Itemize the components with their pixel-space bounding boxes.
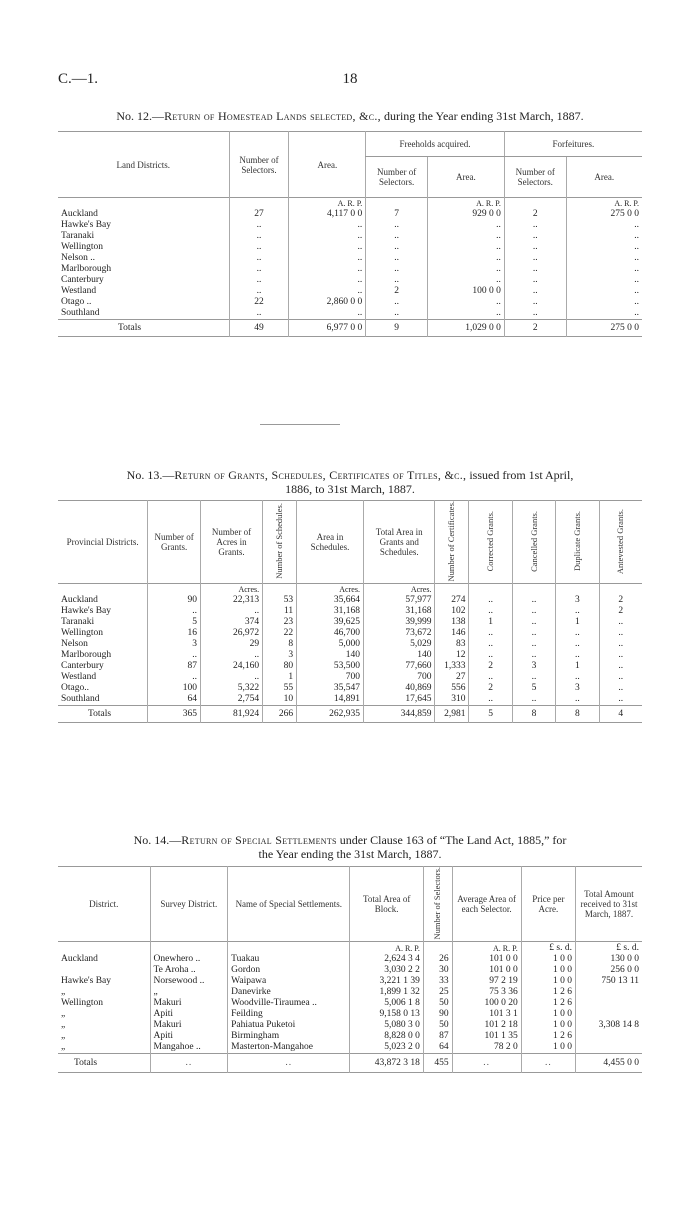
col-fh-selectors: Number of Selectors.	[366, 157, 428, 198]
table-row: „ Apiti Birmingham 8,828 0 0 87 101 1 35 1 2 6	[58, 1031, 642, 1042]
totals-label: Totals	[88, 708, 112, 719]
district-name: Nelson	[61, 639, 88, 650]
table-row: „ Makuri Pahiatua Puketoi 5,080 3 0 50 101 2 18 1 0 0 3,308 14 8	[58, 1020, 642, 1031]
col-district: District.	[89, 899, 119, 910]
district-name: Marlborough	[61, 650, 112, 661]
col-ff-selectors: Number of Selectors.	[504, 157, 566, 198]
district-name: Auckland	[61, 209, 98, 219]
district-name: Canterbury	[61, 661, 104, 672]
units-label: A. R. P.	[566, 198, 642, 210]
col-acres: Number of Acres in Grants.	[200, 501, 262, 584]
units-label: A. R. P.	[350, 942, 423, 955]
col-area-schedules: Area in Schedules.	[297, 501, 364, 584]
district-name: „	[61, 987, 66, 998]
table-row: „ „ Danevirke 1,899 1 32 25 75 3 36 1 2 6	[58, 987, 642, 998]
table-row: Hawke's Bay .. .. .. .. .. ..	[58, 220, 642, 231]
table-row: Otago.. 100 5,322 55 35,547 40,869 556 2 5 3 ..	[58, 683, 642, 694]
table13-title: No. 13.—Return of Grants, Schedules, Certificates of Titles, &c., issued from 1st April, 1886, to 31st March, 1887.	[126, 468, 574, 496]
district-name: Taranaki	[61, 617, 95, 628]
table-row: Auckland 90 22,313 53 35,664 57,977 274 .. .. 3 2	[58, 595, 642, 606]
units-label: A. R. P.	[289, 198, 366, 210]
grants-table	[58, 500, 642, 723]
district-name: Hawke's Bay	[61, 220, 111, 230]
special-settlements-table	[58, 866, 642, 1073]
table-row: Taranaki 5 374 23 39,625 39,999 138 1 .. 1 ..	[58, 617, 642, 628]
table-row: Southland 64 2,754 10 14,891 17,645 310 .. .. .. ..	[58, 694, 642, 706]
table-row: Canterbury 87 24,160 80 53,500 77,660 1,333 2 3 1 ..	[58, 661, 642, 672]
district-name: Wellington	[61, 998, 103, 1009]
table-row: Westland .. .. 1 700 700 27 .. .. .. ..	[58, 672, 642, 683]
district-name: „	[61, 1042, 66, 1053]
table-row: Westland .. .. 2 100 0 0 .. ..	[58, 286, 642, 297]
table-row: Hawke's Bay .. .. 11 31,168 31,168 102 .. .. .. 2	[58, 606, 642, 617]
district-name: Taranaki	[61, 231, 95, 241]
district-name: Auckland	[61, 595, 98, 606]
col-land-districts: Land Districts.	[116, 159, 171, 170]
col-selectors: Number of Selectors.	[229, 132, 289, 198]
col-avg-area: Average Area of each Selector.	[452, 867, 521, 942]
district-name: Wellington	[61, 628, 103, 639]
table-row: Wellington Makuri Woodville-Tiraumea .. 5,006 1 8 50 100 0 20 1 2 6	[58, 998, 642, 1009]
units-label: £ s. d.	[575, 942, 642, 955]
col-area: Area.	[289, 132, 366, 198]
district-name: Wellington	[61, 242, 103, 252]
district-name: Canterbury	[61, 275, 104, 285]
units-label: Acres.	[363, 584, 435, 596]
district-name: Hawke's Bay	[61, 976, 111, 987]
col-price-per-acre: Price per Acre.	[521, 867, 575, 942]
totals-row: Totals 49 6,977 0 0 9 1,029 0 0 2 275 0 0	[58, 320, 642, 337]
table-row: Hawke's Bay Norsewood .. Waipawa 3,221 1 39 33 97 2 19 1 0 0 750 13 11	[58, 976, 642, 987]
col-total-area: Total Area in Grants and Schedules.	[363, 501, 435, 584]
col-total-amount: Total Amount received to 31st March, 1887.	[575, 867, 642, 942]
totals-label: Totals	[74, 1057, 98, 1068]
table-row: „ Mangahoe .. Masterton-Mangahoe 5,023 2 0 64 78 2 0 1 0 0	[58, 1042, 642, 1054]
col-forfeitures: Forfeitures.	[504, 132, 642, 157]
col-certificates: Number of Certificates.	[446, 501, 457, 582]
table-row: Marlborough .. .. 3 140 140 12 .. .. .. ..	[58, 650, 642, 661]
homestead-lands-table	[58, 131, 642, 337]
totals-row: Totals .. .. 43,872 3 18 455 .. .. 4,455 0 0	[58, 1054, 642, 1073]
district-name: „	[61, 1020, 66, 1031]
col-cancelled: Cancelled Grants.	[528, 510, 539, 572]
col-fh-area: Area.	[428, 157, 505, 198]
col-ff-area: Area.	[566, 157, 642, 198]
units-label: A. R. P.	[452, 942, 521, 955]
units-label: Acres.	[200, 584, 262, 596]
page-ref: C.—1.	[58, 71, 99, 87]
table-row: Auckland 27 4,117 0 0 7 929 0 0 2 275 0 0	[58, 209, 642, 220]
col-provincial-districts: Provincial Districts.	[66, 537, 139, 548]
table-row: Otago .. 22 2,860 0 0 .. .. .. ..	[58, 297, 642, 308]
table-row: „ Apiti Feilding 9,158 0 13 90 101 3 1 1 0 0	[58, 1009, 642, 1020]
district-name: Nelson ..	[61, 253, 96, 263]
totals-row: Totals 365 81,924 266 262,935 344,859 2,981 5 8 8 4	[58, 706, 642, 723]
district-name: „	[61, 1009, 66, 1020]
district-name: Southland	[61, 694, 100, 705]
district-name: „	[61, 1031, 66, 1042]
col-settlement-name: Name of Special Settlements.	[228, 867, 350, 942]
col-schedules: Number of Schedules.	[274, 503, 285, 580]
table-row: Te Aroha .. Gordon 3,030 2 2 30 101 0 0 1 0 0 256 0 0	[58, 965, 642, 976]
page-number: 18	[342, 71, 358, 87]
col-grants: Number of Grants.	[148, 501, 201, 584]
district-name	[58, 965, 150, 976]
table-row: Southland .. .. .. .. .. ..	[58, 308, 642, 320]
district-name: Hawke's Bay	[61, 606, 111, 617]
divider	[260, 424, 340, 425]
district-name: Auckland	[61, 954, 98, 965]
table-row: Auckland Onewhero .. Tuakau 2,624 3 4 26 101 0 0 1 0 0 130 0 0	[58, 954, 642, 965]
totals-label: Totals	[118, 322, 142, 333]
col-antevested: Antevested Grants.	[615, 508, 626, 574]
table-row: Canterbury .. .. .. .. .. ..	[58, 275, 642, 286]
district-name: Westland	[61, 286, 97, 296]
table12-title: No. 12.—Return of Homestead Lands selected, &c., during the Year ending 31st March, 1887.	[116, 109, 584, 123]
table-row: Wellington .. .. .. .. .. ..	[58, 242, 642, 253]
units-label: A. R. P.	[428, 198, 505, 210]
col-total-area: Total Area of Block.	[350, 867, 423, 942]
table14-title: No. 14.—Return of Special Settlements under Clause 163 of “The Land Act, 1885,” for the Year ending the 31st March, 1887.	[133, 833, 567, 861]
district-name: Marlborough	[61, 264, 112, 274]
table-row: Nelson .. .. .. .. .. .. ..	[58, 253, 642, 264]
district-name: Southland	[61, 308, 100, 318]
units-label: £ s. d.	[521, 942, 575, 955]
district-name: Otago..	[61, 683, 89, 694]
district-name: Westland	[61, 672, 97, 683]
units-label: Acres.	[297, 584, 364, 596]
col-corrected: Corrected Grants.	[485, 511, 496, 572]
col-survey-district: Survey District.	[150, 867, 228, 942]
table-row: Marlborough .. .. .. .. .. ..	[58, 264, 642, 275]
col-freeholds: Freeholds acquired.	[366, 132, 505, 157]
district-name: Otago ..	[61, 297, 92, 307]
table-row: Nelson 3 29 8 5,000 5,029 83 .. .. .. ..	[58, 639, 642, 650]
table-row: Taranaki .. .. .. .. .. ..	[58, 231, 642, 242]
page-header	[58, 71, 642, 91]
table-row: Wellington 16 26,972 22 46,700 73,672 146 .. .. .. ..	[58, 628, 642, 639]
col-duplicate: Duplicate Grants.	[571, 511, 582, 572]
col-num-selectors: Number of Selectors.	[432, 867, 443, 940]
